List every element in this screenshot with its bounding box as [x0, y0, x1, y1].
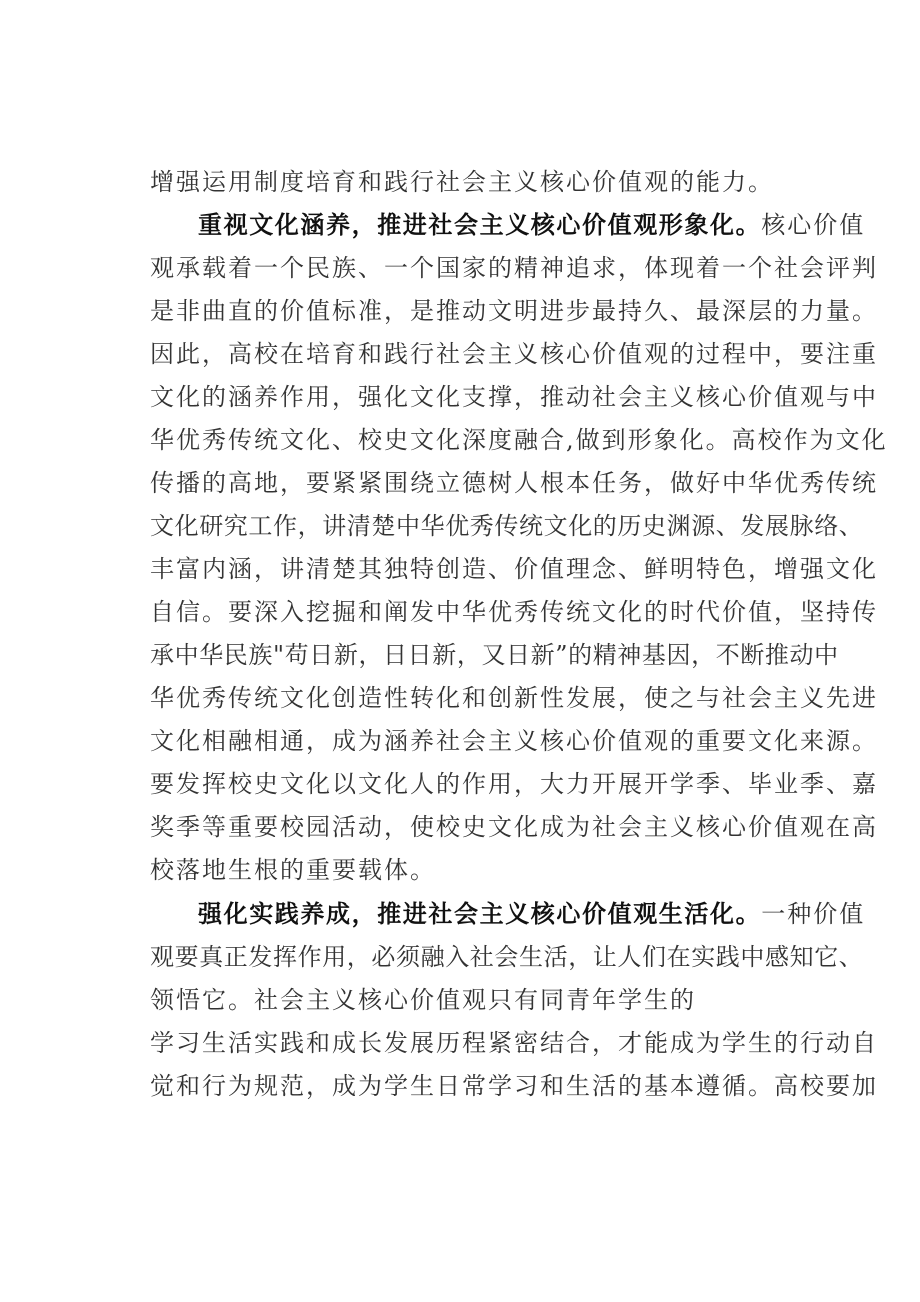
text-line: 文化相融相通，成为涵养社会主义核心价值观的重要文化来源。	[150, 727, 878, 755]
text-line: 奖季等重要校园活动，使校史文化成为社会主义核心价值观在高	[150, 813, 878, 841]
text-line: 校落地生根的重要载体。	[150, 856, 436, 884]
text-line: 承中华民族"苟日新，日日新，又日新”的精神基因，不断推动中	[150, 641, 839, 669]
text-line: 学习生活实践和成长发展历程紧密结合，才能成为学生的行动自	[150, 1029, 878, 1057]
text-run: 一种价值	[761, 900, 866, 928]
text-line: 观承载着一个民族、一个国家的精神追求，体现着一个社会评判	[150, 254, 878, 282]
paragraph-first-line	[198, 900, 865, 928]
text-line: 增强运用制度培育和践行社会主义核心价值观的能力。	[150, 168, 774, 196]
text-line: 自信。要深入挖掘和阐发中华优秀传统文化的时代价值，坚持传	[150, 598, 878, 626]
text-line: 是非曲直的价值标准，是推动文明进步最持久、最深层的力量。	[150, 297, 878, 325]
text-line: 觉和行为规范，成为学生日常学习和生活的基本遵循。高校要加	[150, 1072, 878, 1100]
text-line: 华优秀传统文化创造性转化和创新性发展，使之与社会主义先进	[150, 684, 878, 712]
text-line: 传播的高地，要紧紧围绕立德树人根本任务，做好中华优秀传统	[150, 469, 878, 497]
text-line: 观要真正发挥作用，必须融入社会生活，让人们在实践中感知它、	[150, 943, 864, 971]
section-heading: 强化实践养成，推进社会主义核心价值观生活化。	[198, 900, 762, 928]
text-line: 丰富内涵，讲清楚其独特创造、价值理念、鲜明特色，增强文化	[150, 555, 878, 583]
section-heading: 重视文化涵养，推进社会主义核心价值观形象化。	[198, 211, 762, 239]
paragraph-first-line	[198, 211, 865, 239]
text-run: 核心价值	[761, 211, 866, 239]
text-line: 要发挥校史文化以文化人的作用，大力开展开学季、毕业季、嘉	[150, 770, 878, 798]
text-line: 因此，高校在培育和践行社会主义核心价值观的过程中，要注重	[150, 340, 878, 368]
text-line: 文化研究工作，讲清楚中华优秀传统文化的历史渊源、发展脉络、	[150, 512, 864, 540]
text-line: 文化的涵养作用，强化文化支撑，推动社会主义核心价值观与中	[150, 383, 878, 411]
text-line: 华优秀传统文化、校史文化深度融合,做到形象化。高校作为文化	[150, 426, 888, 454]
text-line: 领悟它。社会主义核心价值观只有同青年学生的	[150, 986, 696, 1014]
